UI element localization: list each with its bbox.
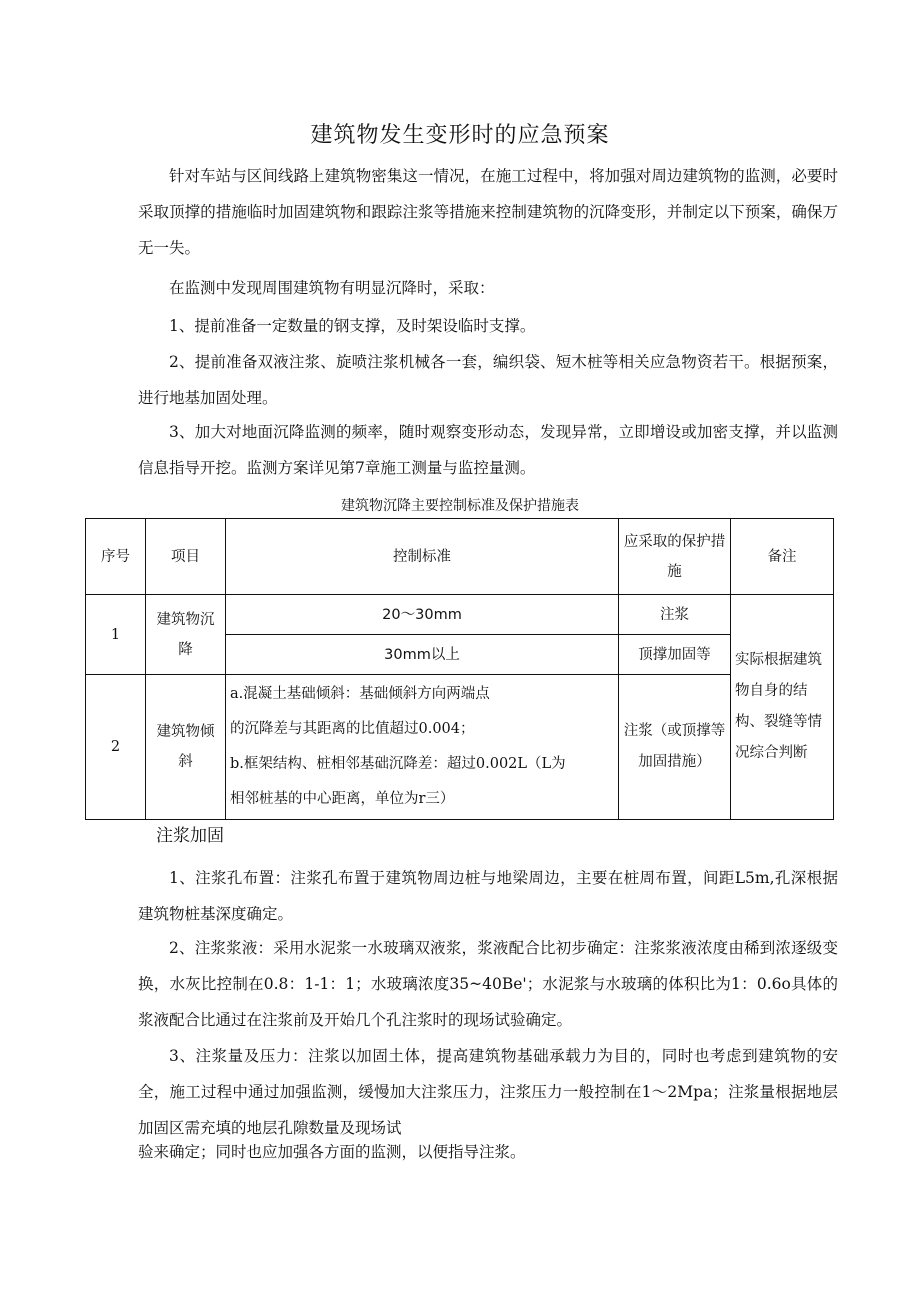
row1-measure-2: 顶撑加固等 (619, 635, 731, 675)
grouting-paragraph-3: 3、注浆量及压力：注浆以加固土体，提高建筑物基础承载力为目的，同时也考虑到建筑物的安全，施工过程中通过加强监测，缓慢加大注浆压力，注浆压力一般控制在1～2Mpa；注浆量根据地层加固区需充填的地层孔隙数量及现场试 (138, 1047, 838, 1137)
measure-item-2: 2、提前准备双液注浆、旋喷注浆机械各一套，编织袋、短木桩等相关应急物资若干。根据预案，进行地基加固处理。 (138, 353, 838, 407)
row1-standard-1: 20～30mm (226, 595, 619, 635)
header-measure: 应采取的保护措施 (619, 519, 731, 595)
remark-cell: 实际根据建筑物自身的结构、裂缝等情况综合判断 (731, 595, 834, 820)
grouting-paragraph-1: 1、注浆孔布置：注浆孔布置于建筑物周边桩与地梁周边，主要在桩周布置，间距L5m,孔深根据建筑物桩基深度确定。 (138, 869, 838, 923)
row2-standard-b-line1: b.框架结构、桩相邻基础沉降差：超过0.002L（L为 (230, 756, 566, 772)
lead-paragraph: 在监测中发现周围建筑物有明显沉降时，采取： (169, 279, 495, 297)
grouting-heading: 注浆加固 (156, 826, 224, 846)
grouting-paragraph-2: 2、注浆浆液：采用水泥浆一水玻璃双液浆，浆液配合比初步确定：注浆浆液浓度由稀到浓逐级变换，水灰比控制在0.8：1-1：1；水玻璃浓度35~40Be'；水泥浆与水玻璃的体积比为1：0.6o具体的浆液配合比通过在注浆前及开始几个孔注浆时的现场试验确定。 (138, 939, 838, 1029)
row2-standard-a-line2: 的沉降差与其距离的比值超过0.004； (230, 721, 475, 737)
header-item: 项目 (146, 519, 226, 595)
row1-no: 1 (86, 595, 146, 675)
header-no: 序号 (86, 519, 146, 595)
table-caption: 建筑物沉降主要控制标准及保护措施表 (341, 498, 579, 514)
row1-standard-2: 30mm以上 (226, 635, 619, 675)
row2-standard-a-line1: a.混凝土基础倾斜：基础倾斜方向两端点 (230, 686, 490, 702)
row2-item: 建筑物倾斜 (146, 675, 226, 820)
measure-item-3: 3、加大对地面沉降监测的频率，随时观察变形动态，发现异常，立即增设或加密支撑，并以监测信息指导开挖。监测方案详见第7章施工测量与监控量测。 (138, 423, 838, 477)
grouting-paragraph-4: 验来确定；同时也应加强各方面的监测，以便指导注浆。 (138, 1143, 526, 1161)
measure-item-1: 1、提前准备一定数量的钢支撑，及时架设临时支撑。 (169, 317, 536, 335)
row2-standard (226, 675, 619, 820)
table-row (86, 595, 834, 635)
row2-standard-b-line2: 相邻桩基的中心距离，单位为r三） (230, 791, 455, 807)
page-title: 建筑物发生变形时的应急预案 (310, 123, 610, 148)
row1-measure-1: 注浆 (619, 595, 731, 635)
table-header-row (86, 519, 834, 595)
table-row (86, 675, 834, 820)
row2-measure: 注浆（或顶撑等加固措施） (619, 675, 731, 820)
header-remark: 备注 (731, 519, 834, 595)
control-standards-table (85, 518, 834, 820)
intro-paragraph: 针对车站与区间线路上建筑物密集这一情况，在施工过程中，将加强对周边建筑物的监测，必要时采取顶撑的措施临时加固建筑物和跟踪注浆等措施来控制建筑物的沉降变形，并制定以下预案，确保万无一失。 (138, 167, 838, 257)
row1-item: 建筑物沉降 (146, 595, 226, 675)
header-standard: 控制标准 (226, 519, 619, 595)
row2-no: 2 (86, 675, 146, 820)
